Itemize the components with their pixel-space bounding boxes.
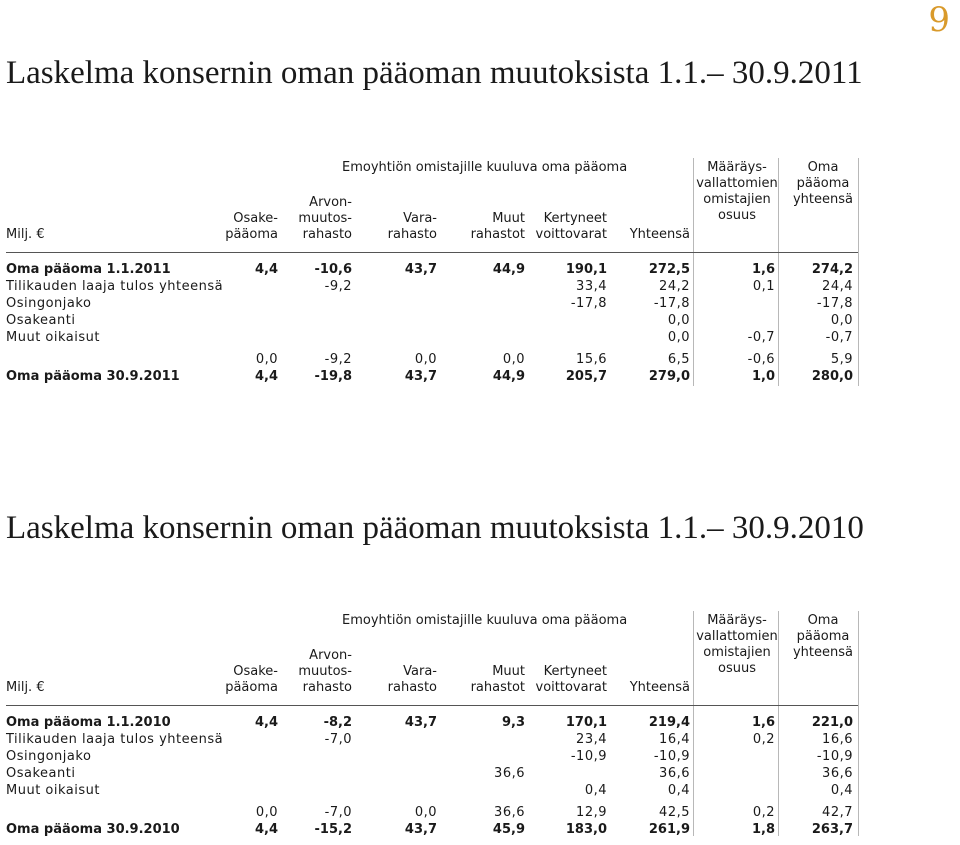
table-cell: 44,9 <box>492 369 525 384</box>
column-header-line: omistajien <box>703 645 771 660</box>
table-cell: 42,7 <box>822 805 853 820</box>
table-cell: 9,3 <box>501 715 525 730</box>
table-cell: -9,2 <box>324 352 352 367</box>
table-row <box>0 278 960 295</box>
table-cell: 1,8 <box>751 822 775 837</box>
group-header: Emoyhtiön omistajille kuuluva oma pääoma <box>342 160 628 175</box>
row-label: Oma pääoma 30.9.2011 <box>6 369 180 384</box>
table-cell: 24,2 <box>659 279 690 294</box>
table-body <box>0 714 960 838</box>
table-cell: 0,0 <box>414 805 437 820</box>
table-row <box>0 821 960 838</box>
column-header-line: vallattomien <box>696 629 778 644</box>
table-cell: 205,7 <box>565 369 607 384</box>
table-cell: -9,2 <box>324 279 352 294</box>
table-cell: 24,4 <box>822 279 853 294</box>
row-label: Oma pääoma 1.1.2011 <box>6 262 171 277</box>
table-cell: 279,0 <box>648 369 690 384</box>
table-cell: 261,9 <box>648 822 690 837</box>
table-cell: 0,2 <box>752 805 775 820</box>
unit-label: Milj. € <box>6 680 45 695</box>
table-row <box>0 765 960 782</box>
row-label: Tilikauden laaja tulos yhteensä <box>6 732 224 747</box>
table-cell: 4,4 <box>254 369 278 384</box>
unit-label: Milj. € <box>6 227 45 242</box>
column-header-line: Vara- <box>403 664 437 679</box>
row-label: Osakeanti <box>6 766 76 781</box>
table-cell: -8,2 <box>323 715 352 730</box>
table-row <box>0 368 960 385</box>
table-cell: 36,6 <box>494 805 525 820</box>
table-cell: 1,6 <box>751 715 775 730</box>
table-cell: 15,6 <box>576 352 607 367</box>
column-header-line: osuus <box>718 208 756 223</box>
table-cell: -17,8 <box>570 296 607 311</box>
column-header-line: voittovarat <box>535 227 607 242</box>
table-cell: 45,9 <box>492 822 525 837</box>
table-cell: 16,4 <box>659 732 690 747</box>
table-row <box>0 261 960 278</box>
column-header-line: voittovarat <box>535 680 607 695</box>
column-header-line: Vara- <box>403 211 437 226</box>
row-label: Oma pääoma 30.9.2010 <box>6 822 180 837</box>
table-cell: 43,7 <box>404 822 437 837</box>
page-number: 9 <box>928 0 950 40</box>
table-header <box>0 611 960 706</box>
row-label: Muut oikaisut <box>6 783 100 798</box>
table-cell: 6,5 <box>667 352 690 367</box>
group-header: Emoyhtiön omistajille kuuluva oma pääoma <box>342 613 628 628</box>
column-header-line: Oma <box>807 160 839 175</box>
column-header-line: rahastot <box>470 680 525 695</box>
table-cell: 272,5 <box>648 262 690 277</box>
table-cell: 221,0 <box>811 715 853 730</box>
table-cell: 4,4 <box>254 822 278 837</box>
row-label: Osakeanti <box>6 313 76 328</box>
table-cell: -17,8 <box>653 296 690 311</box>
table-cell: -7,0 <box>324 805 352 820</box>
table-cell: -0,7 <box>825 330 853 345</box>
table-cell: 4,4 <box>254 715 278 730</box>
table-cell: 42,5 <box>659 805 690 820</box>
column-header-line: Arvon- <box>309 648 352 663</box>
table-cell: -10,9 <box>816 749 853 764</box>
table-cell: 190,1 <box>565 262 607 277</box>
table-cell: 280,0 <box>811 369 853 384</box>
table-cell: 0,4 <box>830 783 853 798</box>
column-header-line: rahasto <box>387 227 437 242</box>
column-header-line: Kertyneet <box>543 664 607 679</box>
column-header-line: Kertyneet <box>543 211 607 226</box>
table-cell: 43,7 <box>404 369 437 384</box>
column-header-line: rahasto <box>387 680 437 695</box>
table-cell: 0,0 <box>255 805 278 820</box>
row-label: Tilikauden laaja tulos yhteensä <box>6 279 224 294</box>
table-cell: 0,0 <box>414 352 437 367</box>
table-cell: 1,6 <box>751 262 775 277</box>
table-cell: 0,0 <box>667 313 690 328</box>
table-cell: 43,7 <box>404 715 437 730</box>
table-cell: -10,9 <box>570 749 607 764</box>
column-header-line: Muut <box>492 664 525 679</box>
table-cell: 183,0 <box>565 822 607 837</box>
section-title: Laskelma konsernin oman pääoman muutoksista 1.1.– 30.9.2010 <box>6 510 864 546</box>
column-header-line: pääoma <box>225 680 278 695</box>
column-header-line: Osake- <box>233 211 278 226</box>
row-label: Osingonjako <box>6 749 92 764</box>
column-header-line: muutos- <box>298 211 352 226</box>
column-header-line: pääoma <box>796 176 850 191</box>
table-cell: -0,6 <box>747 352 775 367</box>
table-row <box>0 748 960 765</box>
column-header-line: osuus <box>718 661 756 676</box>
table-cell: 43,7 <box>404 262 437 277</box>
row-label: Osingonjako <box>6 296 92 311</box>
table-cell: 0,2 <box>752 732 775 747</box>
column-header-line: vallattomien <box>696 176 778 191</box>
table-cell: -19,8 <box>314 369 352 384</box>
table-cell: 4,4 <box>254 262 278 277</box>
equity-statement-table <box>0 158 960 385</box>
table-cell: 16,6 <box>822 732 853 747</box>
equity-statement-table <box>0 611 960 838</box>
table-cell: 263,7 <box>811 822 853 837</box>
table-cell: 170,1 <box>565 715 607 730</box>
table-cell: 36,6 <box>822 766 853 781</box>
header-rule <box>6 252 858 253</box>
table-row <box>0 804 960 821</box>
table-cell: 0,0 <box>255 352 278 367</box>
table-row <box>0 329 960 346</box>
section-title: Laskelma konsernin oman pääoman muutoksista 1.1.– 30.9.2011 <box>6 55 863 91</box>
column-header-line: pääoma <box>225 227 278 242</box>
table-cell: 1,0 <box>751 369 775 384</box>
table-cell: 33,4 <box>576 279 607 294</box>
column-header-line: omistajien <box>703 192 771 207</box>
table-cell: -0,7 <box>747 330 775 345</box>
column-header-line: rahastot <box>470 227 525 242</box>
column-header-line: rahasto <box>302 680 352 695</box>
table-cell: 12,9 <box>576 805 607 820</box>
table-cell: 0,0 <box>502 352 525 367</box>
table-row <box>0 782 960 799</box>
table-row <box>0 351 960 368</box>
column-header-line: rahasto <box>302 227 352 242</box>
table-cell: 0,0 <box>667 330 690 345</box>
column-header-line: Oma <box>807 613 839 628</box>
column-header-line: Osake- <box>233 664 278 679</box>
table-body <box>0 261 960 385</box>
table-cell: 0,0 <box>830 313 853 328</box>
column-header-line: muutos- <box>298 664 352 679</box>
table-cell: -15,2 <box>314 822 352 837</box>
table-cell: -17,8 <box>816 296 853 311</box>
table-header <box>0 158 960 253</box>
table-cell: 36,6 <box>659 766 690 781</box>
table-cell: 0,1 <box>752 279 775 294</box>
column-header-line: Määräys- <box>707 160 767 175</box>
table-cell: -10,9 <box>653 749 690 764</box>
table-cell: 5,9 <box>830 352 853 367</box>
row-label: Muut oikaisut <box>6 330 100 345</box>
table-cell: 44,9 <box>492 262 525 277</box>
table-cell: 0,4 <box>584 783 607 798</box>
column-header-line: Muut <box>492 211 525 226</box>
table-cell: -10,6 <box>314 262 352 277</box>
table-cell: 36,6 <box>494 766 525 781</box>
column-header-line: Arvon- <box>309 195 352 210</box>
column-header-line: yhteensä <box>792 645 853 660</box>
table-row <box>0 312 960 329</box>
table-row <box>0 714 960 731</box>
row-label: Oma pääoma 1.1.2010 <box>6 715 171 730</box>
table-cell: 274,2 <box>811 262 853 277</box>
table-cell: -7,0 <box>324 732 352 747</box>
column-header-line: pääoma <box>796 629 850 644</box>
table-row <box>0 295 960 312</box>
table-cell: 23,4 <box>576 732 607 747</box>
column-header-line: Yhteensä <box>629 227 690 242</box>
table-row <box>0 731 960 748</box>
table-cell: 219,4 <box>648 715 690 730</box>
table-cell: 0,4 <box>667 783 690 798</box>
header-rule <box>6 705 858 706</box>
column-header-line: Määräys- <box>707 613 767 628</box>
column-header-line: yhteensä <box>792 192 853 207</box>
column-header-line: Yhteensä <box>629 680 690 695</box>
